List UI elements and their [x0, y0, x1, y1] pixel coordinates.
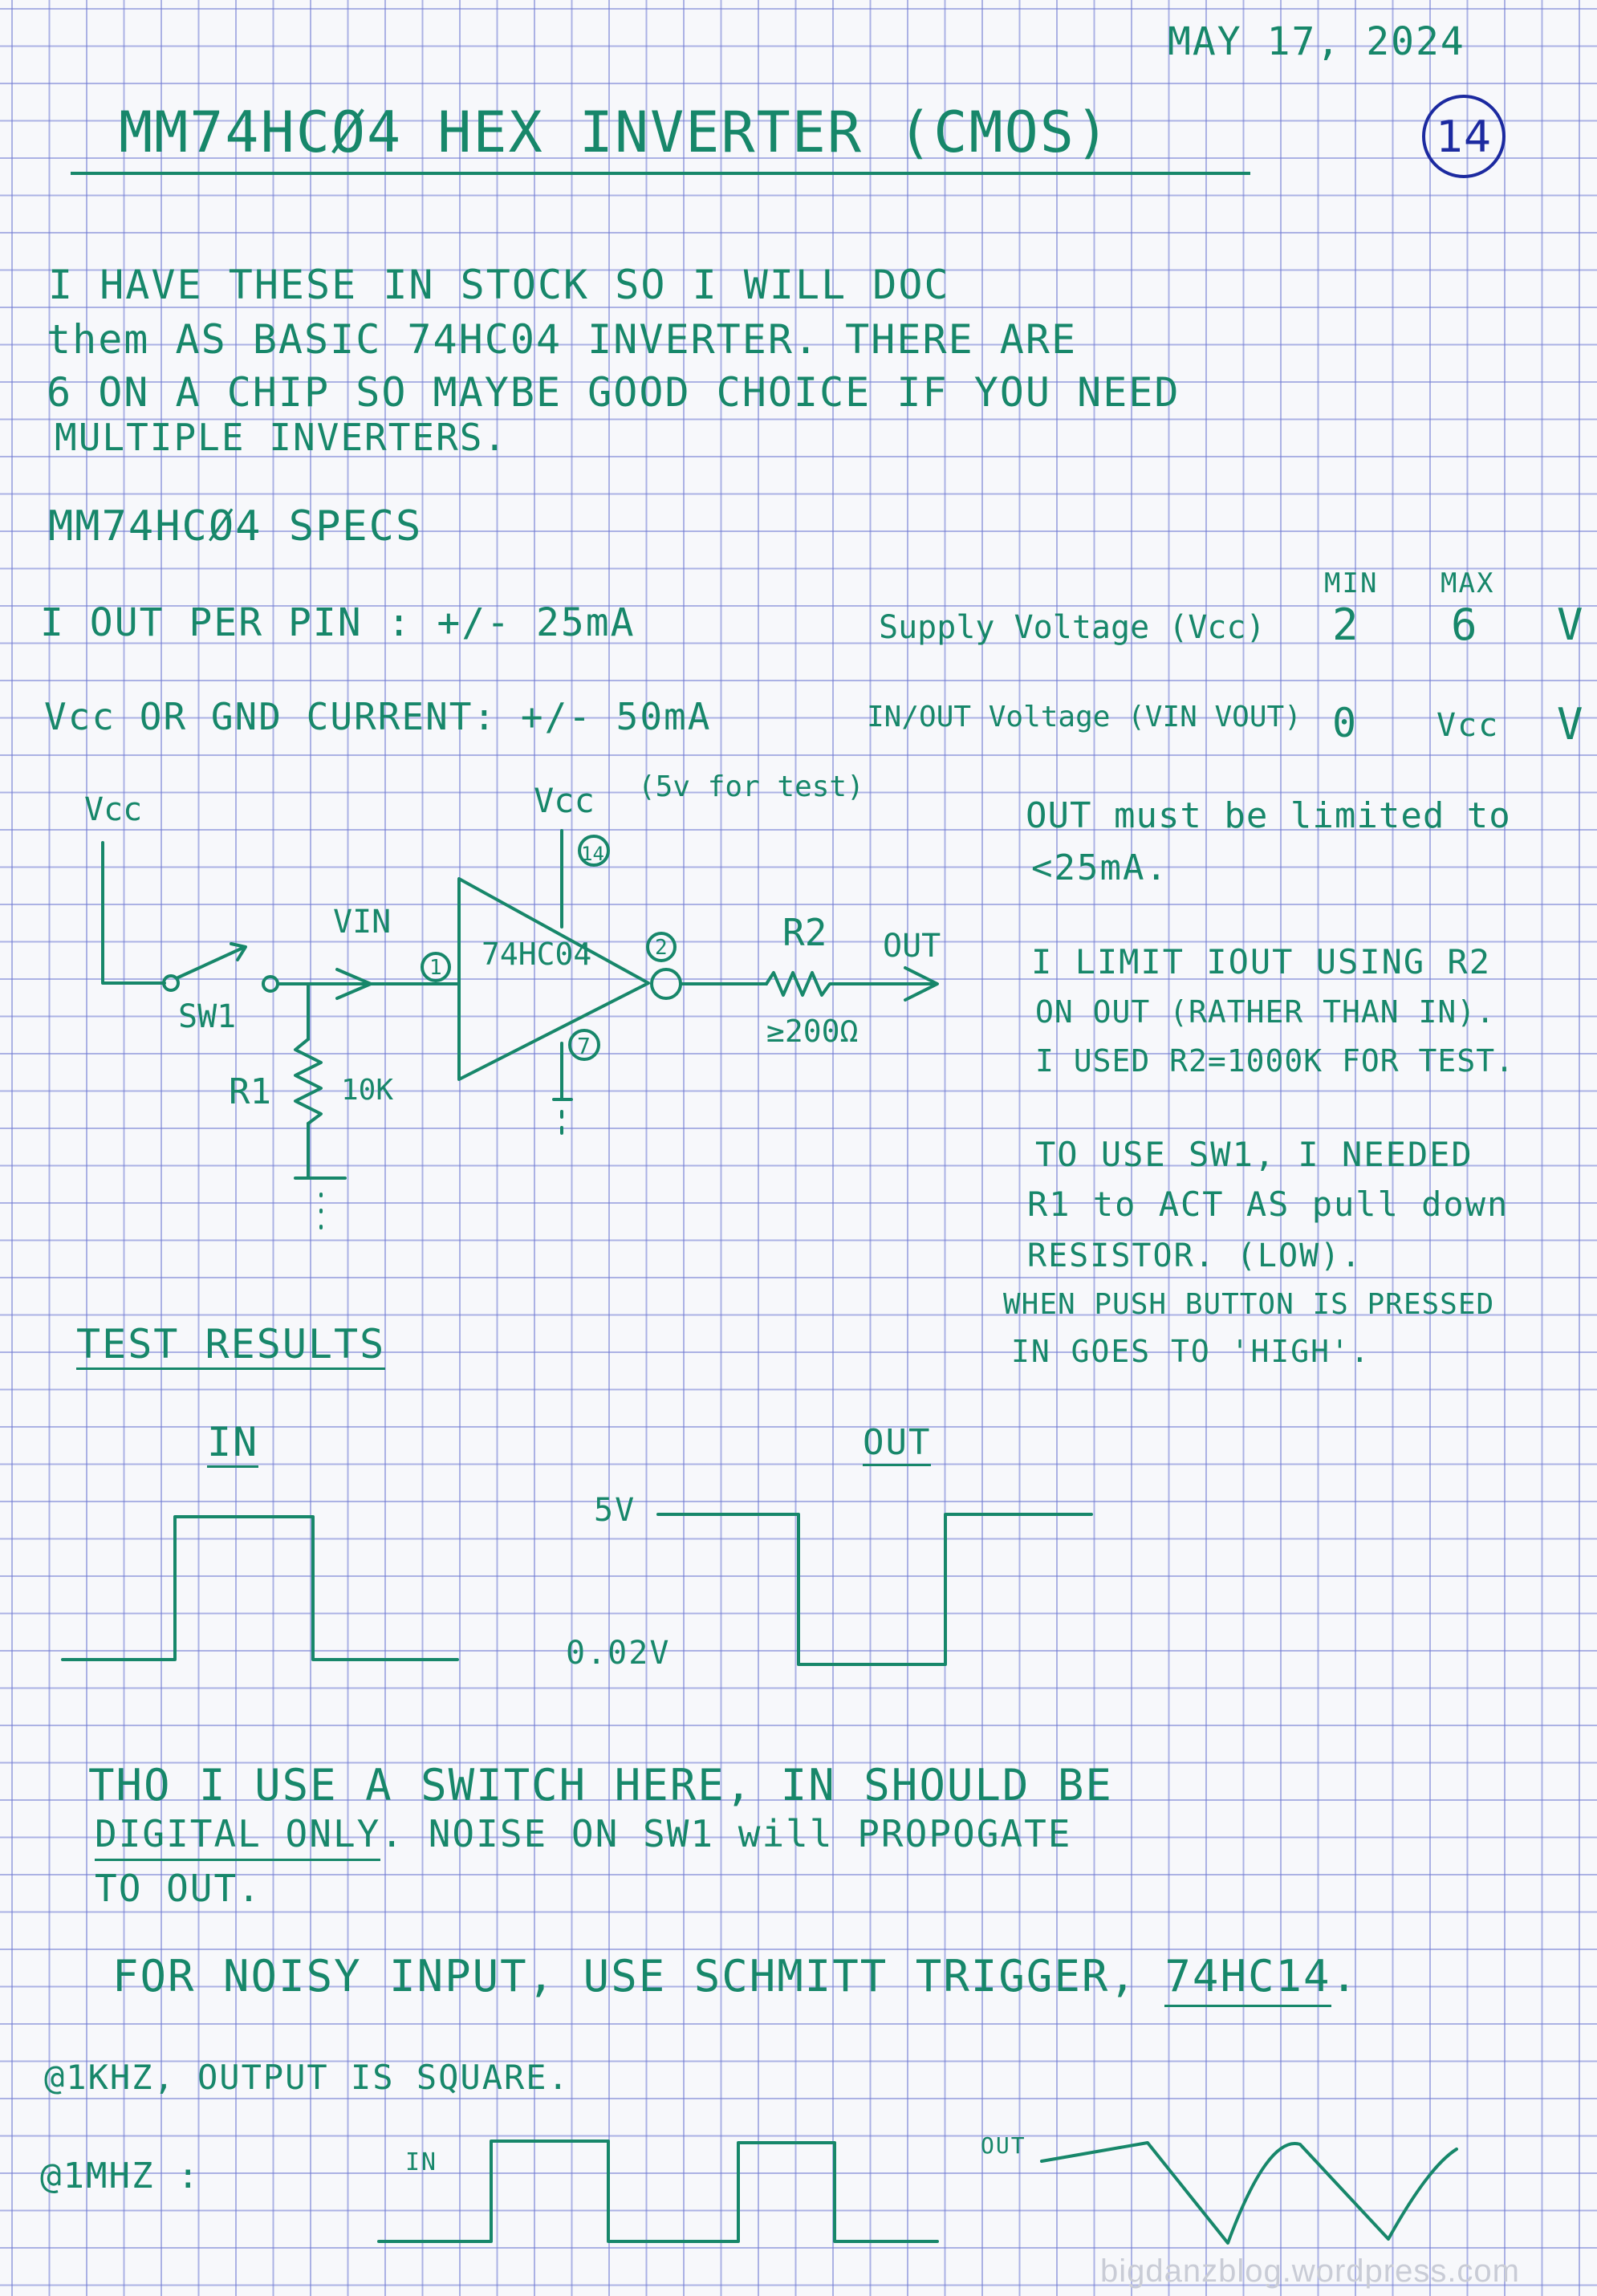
mhz-out-wave [1042, 2143, 1457, 2243]
note-line-5: I USED R2=1000K FOR TEST. [1035, 1043, 1514, 1079]
r1-value: 10K [341, 1074, 394, 1107]
spec-col-max: MAX [1441, 567, 1495, 599]
intro-line-2: them AS BASIC 74HC04 INVERTER. THERE ARE [47, 316, 1078, 363]
intro-line-4: MULTIPLE INVERTERS. [55, 416, 508, 459]
specs-heading: MM74HCØ4 SPECS [48, 502, 423, 551]
vcc-left-label: Vcc [84, 791, 143, 828]
pin1-label: 1 [429, 956, 442, 980]
pin14-label: 14 [581, 843, 604, 865]
note-line-8: RESISTOR. (LOW). [1027, 1237, 1363, 1274]
test-in-label: IN [207, 1422, 258, 1468]
note-line-9: WHEN PUSH BUTTON IS PRESSED [1003, 1288, 1495, 1321]
propagate-text: . NOISE ON SW1 will PROPOGATE [380, 1812, 1072, 1855]
r1-label: R1 [229, 1071, 271, 1112]
note-line-10: IN GOES TO 'HIGH'. [1011, 1334, 1371, 1369]
sw1-label: SW1 [178, 998, 237, 1035]
bottom-line-6: @1MHZ : [40, 2156, 201, 2196]
note-line-3: I LIMIT IOUT USING R2 [1031, 942, 1492, 981]
test-v-high: 5V [594, 1492, 636, 1529]
period: . [1331, 1951, 1359, 2001]
note-line-7: R1 to ACT AS pull down [1027, 1185, 1510, 1224]
intro-line-1: I HAVE THESE IN STOCK SO I WILL DOC [48, 262, 950, 308]
spec-io-unit: V [1557, 699, 1585, 750]
bottom-line-5: @1KHZ, OUTPUT IS SQUARE. [44, 2058, 570, 2097]
vcc-top-label: Vcc [534, 781, 595, 820]
mhz-out-label: OUT [981, 2132, 1026, 2159]
page-date: MAY 17, 2024 [1168, 19, 1465, 64]
spec-io-label: IN/OUT Voltage (VIN VOUT) [867, 701, 1302, 734]
part-74hc14: 74HC14 [1164, 1951, 1331, 2007]
pin2-label: 2 [655, 936, 668, 960]
page-title: MM74HCØ4 HEX INVERTER (CMOS) [119, 100, 1111, 165]
spec-io-min: 0 [1332, 700, 1359, 746]
out-label: OUT [883, 928, 941, 965]
spec-supply-max: 6 [1451, 599, 1479, 650]
spec-supply-unit: V [1557, 599, 1585, 650]
test-voltage-note: (5v for test) [638, 770, 864, 803]
test-out-label: OUT [863, 1425, 931, 1466]
bottom-line-3: TO OUT. [95, 1867, 262, 1910]
spec-supply-label: Supply Voltage (Vcc) [879, 609, 1266, 646]
note-line-6: TO USE SW1, I NEEDED [1035, 1135, 1473, 1174]
mhz-in-wave [379, 2141, 937, 2241]
note-line-4: ON OUT (RATHER THAN IN). [1035, 994, 1496, 1030]
r2-label: R2 [782, 911, 827, 954]
digital-only-text: DIGITAL ONLY [95, 1812, 380, 1861]
intro-line-3: 6 ON A CHIP SO MAYBE GOOD CHOICE IF YOU NEED [47, 369, 1180, 416]
test-heading: TEST RESULTS [76, 1324, 385, 1370]
test-v-low: 0.02V [566, 1635, 671, 1672]
vin-label: VIN [333, 904, 392, 941]
r2-value: ≥200Ω [766, 1014, 859, 1049]
schmitt-text: FOR NOISY INPUT, USE SCHMITT TRIGGER, [112, 1951, 1165, 2001]
spec-io-max: Vcc [1436, 707, 1500, 744]
spec-vcc-current: Vcc OR GND CURRENT: +/- 50mA [44, 695, 712, 738]
pin7-label: 7 [577, 1033, 591, 1059]
bottom-line-1: THO I USE A SWITCH HERE, IN SHOULD BE [88, 1760, 1113, 1810]
page-number: 14 [1436, 111, 1492, 162]
chip-label: 74HC04 [482, 937, 592, 972]
mhz-in-label: IN [405, 2148, 438, 2176]
spec-iout: I OUT PER PIN : +/- 25mA [40, 600, 636, 645]
note-line-2: <25mA. [1031, 847, 1168, 888]
spec-col-min: MIN [1324, 567, 1379, 599]
note-line-1: OUT must be limited to [1026, 795, 1511, 836]
watermark: bigdanzblog.wordpress.com [1099, 2253, 1520, 2289]
spec-supply-min: 2 [1332, 599, 1360, 650]
